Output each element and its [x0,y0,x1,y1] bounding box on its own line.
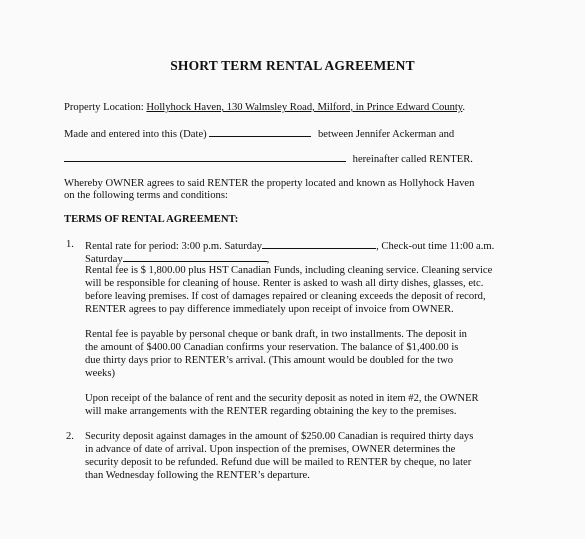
renter-name-blank[interactable] [64,151,346,162]
deposit-line-3: security deposit to be refunded. Refund due will be mailed to RENTER by cheque, no later [85,457,472,468]
property-location-line [64,101,465,114]
made-entered-label: Made and entered into this (Date) [64,129,207,140]
saturday-comma: , [266,254,270,265]
fee-paragraph-1-line-2: will be responsible for cleaning of house. Renter is asked to wash all dirty dishes, glasses, etc. [85,278,484,289]
document-title: SHORT TERM RENTAL AGREEMENT [170,58,415,73]
between-text: between Jennifer Ackerman and [317,129,455,140]
fee-paragraph-2-line-2: the amount of $400.00 Canadian confirms your reservation. The balance of $1,400.00 is [85,342,459,353]
date-blank[interactable] [209,126,311,137]
renter-line [64,151,473,166]
rental-rate-label: Rental rate for period: 3:00 p.m. Saturday [85,241,263,252]
checkout-date-blank[interactable] [123,251,267,262]
terms-heading: TERMS OF RENTAL AGREEMENT: [64,214,239,225]
property-location-period: . [462,102,466,113]
property-location-label: Property Location: [64,102,144,113]
key-paragraph-line-2: will make arrangements with the RENTER regarding obtaining the key to the premises. [85,406,457,417]
checkout-time-text: , Check-out time 11:00 a.m. [376,241,495,252]
saturday-label: Saturday [85,254,123,265]
fee-paragraph-2-line-3: due thirty days prior to RENTER’s arrival. (This amount would be doubled for the two [85,355,454,366]
renter-text: hereinafter called RENTER. [352,154,473,165]
whereby-line-2: on the following terms and conditions: [64,190,228,201]
item-2-number: 2. [66,431,74,442]
checkin-date-blank[interactable] [262,238,376,249]
key-paragraph-line-1: Upon receipt of the balance of rent and the security deposit as noted in item #2, the OWNER [85,393,479,404]
item-1-number: 1. [66,239,74,250]
fee-paragraph-2-line-4: weeks) [85,368,116,379]
deposit-line-1: Security deposit against damages in the amount of $250.00 Canadian is required thirty days [85,431,474,442]
fee-paragraph-1-line-3: before leaving premises. If cost of damages repaired or cleaning exceeds the deposit of record, [85,291,486,302]
property-location-value: Hollyhock Haven, 130 Walmsley Road, Milford, in Prince Edward County [146,102,463,113]
made-entered-line [64,126,454,141]
deposit-line-4: than Wednesday following the RENTER’s departure. [85,470,310,481]
fee-paragraph-1-line-4: RENTER agrees to pay difference immediately upon receipt of invoice from OWNER. [85,304,454,315]
fee-paragraph-2-line-1: Rental fee is payable by personal cheque or bank draft, in two installments. The deposit in [85,329,467,340]
fee-paragraph-1-line-1: Rental fee is $ 1,800.00 plus HST Canadian Funds, including cleaning service. Cleaning service [85,265,493,276]
whereby-line-1: Whereby OWNER agrees to said RENTER the property located and known as Hollyhock Haven [64,178,475,189]
deposit-line-2: in advance of date of arrival. Upon inspection of the premises, OWNER determines the [85,444,456,455]
